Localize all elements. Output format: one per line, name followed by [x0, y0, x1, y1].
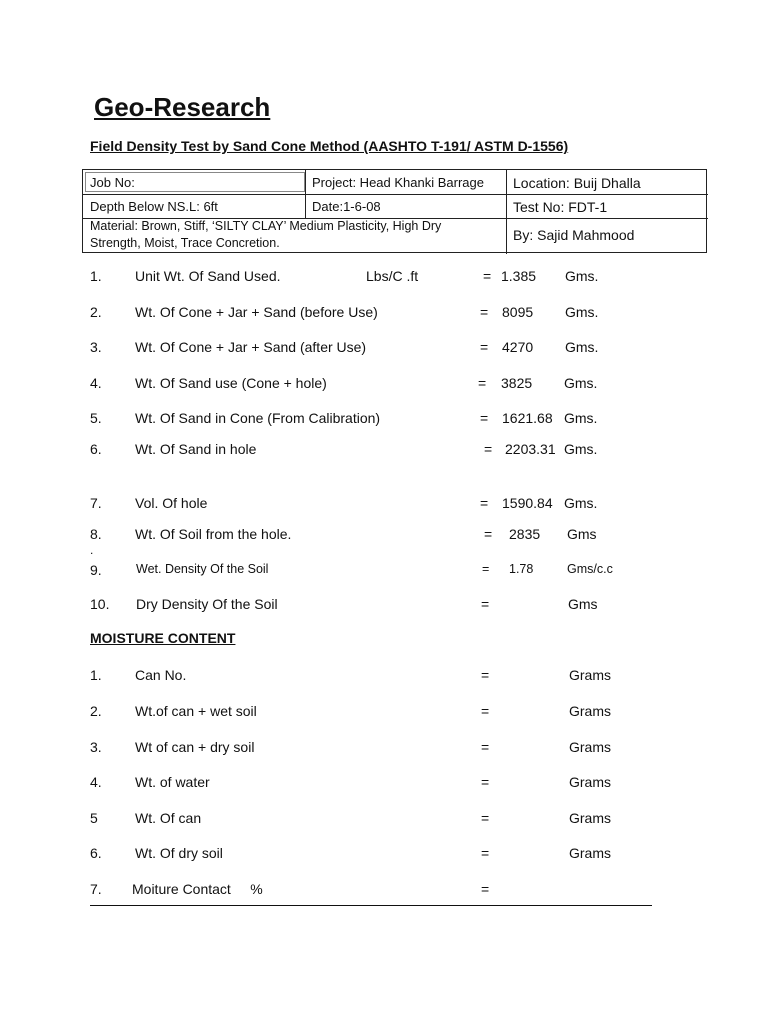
row-label: Dry Density Of the Soil [136, 596, 278, 612]
equals-sign: = [481, 810, 490, 826]
row-unit: Grams [569, 739, 611, 755]
moisture-content-heading: MOISTURE CONTENT [90, 630, 236, 646]
row-unit: Grams [569, 774, 611, 790]
equals-sign: = [481, 881, 490, 897]
row-value: 3825 [501, 375, 533, 391]
row-unit: Grams [569, 845, 611, 861]
row-unit-note: Lbs/C .ft [366, 268, 419, 284]
row-label: Can No. [135, 667, 187, 683]
row-unit: Gms. [564, 410, 598, 426]
equals-sign: = [484, 526, 493, 542]
equals-sign: = [481, 596, 490, 612]
row-number: 2. [90, 703, 102, 719]
info-table [82, 169, 707, 253]
row-number: 1. [90, 268, 102, 284]
material-line-1: Material: Brown, Stiff, ‘SILTY CLAY’ Medium Plasticity, High Dry [90, 219, 442, 233]
row-label: Wet. Density Of the Soil [136, 562, 269, 576]
row-label: Wt. Of dry soil [135, 845, 223, 861]
row-value: 2203.31 [505, 441, 556, 457]
row-number: 4. [90, 774, 102, 790]
row-value: 4270 [502, 339, 534, 355]
row-unit: Gms [567, 526, 597, 542]
row-number: 6. [90, 441, 102, 457]
row-label: Vol. Of hole [135, 495, 208, 511]
material-line-2: Strength, Moist, Trace Concretion. [90, 236, 280, 250]
row-label: Wt. Of can [135, 810, 202, 826]
row-unit: Gms. [565, 268, 599, 284]
row-number: 6. [90, 845, 102, 861]
row-number: 3. [90, 339, 102, 355]
row-label: Wt. Of Cone + Jar + Sand (after Use) [135, 339, 367, 355]
row-unit: Grams [569, 667, 611, 683]
row-value: 2835 [509, 526, 541, 542]
test-no-label: Test No: FDT-1 [513, 199, 608, 215]
row-unit: Grams [569, 703, 611, 719]
equals-sign: = [484, 441, 493, 457]
row-unit: Gms. [564, 441, 598, 457]
row-number: 9. [90, 562, 102, 578]
job-no-label: Job No: [90, 175, 135, 190]
project-label: Project: Head Khanki Barrage [312, 175, 484, 190]
row-unit: Gms/c.c [567, 562, 613, 576]
depth-label: Depth Below NS.L: 6ft [90, 199, 218, 214]
row-number: 1. [90, 667, 102, 683]
row-label: Wt. Of Sand in hole [135, 441, 257, 457]
row-label: Wt. Of Sand use (Cone + hole) [135, 375, 327, 391]
page-title: Geo-Research [94, 92, 271, 122]
location-label: Location: Buij Dhalla [513, 175, 641, 191]
equals-sign: = [482, 562, 490, 576]
row-number: 10. [90, 596, 110, 612]
equals-sign: = [481, 667, 490, 683]
row-label: Wt. Of Cone + Jar + Sand (before Use) [135, 304, 378, 320]
equals-sign: = [480, 339, 489, 355]
row-label: Wt. Of Soil from the hole. [135, 526, 292, 542]
row-label: Unit Wt. Of Sand Used. [135, 268, 281, 284]
row-unit: Gms. [564, 375, 598, 391]
document-subtitle: Field Density Test by Sand Cone Method (AASHTO T-191/ ASTM D-1556) [90, 138, 569, 154]
row-number: 5 [90, 810, 98, 826]
row-value: 1.78 [509, 562, 534, 576]
row-label: Moiture Contact % [132, 881, 263, 897]
equals-sign: = [481, 774, 490, 790]
equals-sign: = [480, 410, 489, 426]
equals-sign: = [481, 703, 490, 719]
row-label: Wt. of water [135, 774, 210, 790]
row-label: Wt.of can + wet soil [135, 703, 257, 719]
equals-sign: = [483, 268, 492, 284]
row-number: 3. [90, 739, 102, 755]
by-label: By: Sajid Mahmood [513, 227, 635, 243]
row-number: 4. [90, 375, 102, 391]
equals-sign: = [480, 304, 489, 320]
row-unit: Gms. [565, 304, 599, 320]
equals-sign: = [481, 845, 490, 861]
row-unit: Gms. [565, 339, 599, 355]
row-value: 1621.68 [502, 410, 553, 426]
row-label: Wt of can + dry soil [135, 739, 255, 755]
row-label: Wt. Of Sand in Cone (From Calibration) [135, 410, 381, 426]
row-value: 8095 [502, 304, 534, 320]
row-unit: Gms [568, 596, 598, 612]
row-value: 1.385 [501, 268, 537, 284]
row-number: 2. [90, 304, 102, 320]
row-number: 7. [90, 881, 102, 897]
row-unit: Grams [569, 810, 611, 826]
equals-sign: = [481, 739, 490, 755]
row-unit: Gms. [564, 495, 598, 511]
date-label: Date:1-6-08 [312, 199, 381, 214]
row-number: 8. [90, 526, 102, 542]
row-value: 1590.84 [502, 495, 553, 511]
row-number: 7. [90, 495, 102, 511]
bottom-rule [90, 905, 652, 906]
stray-mark: . [90, 543, 94, 557]
equals-sign: = [480, 495, 489, 511]
row-number: 5. [90, 410, 102, 426]
equals-sign: = [478, 375, 487, 391]
